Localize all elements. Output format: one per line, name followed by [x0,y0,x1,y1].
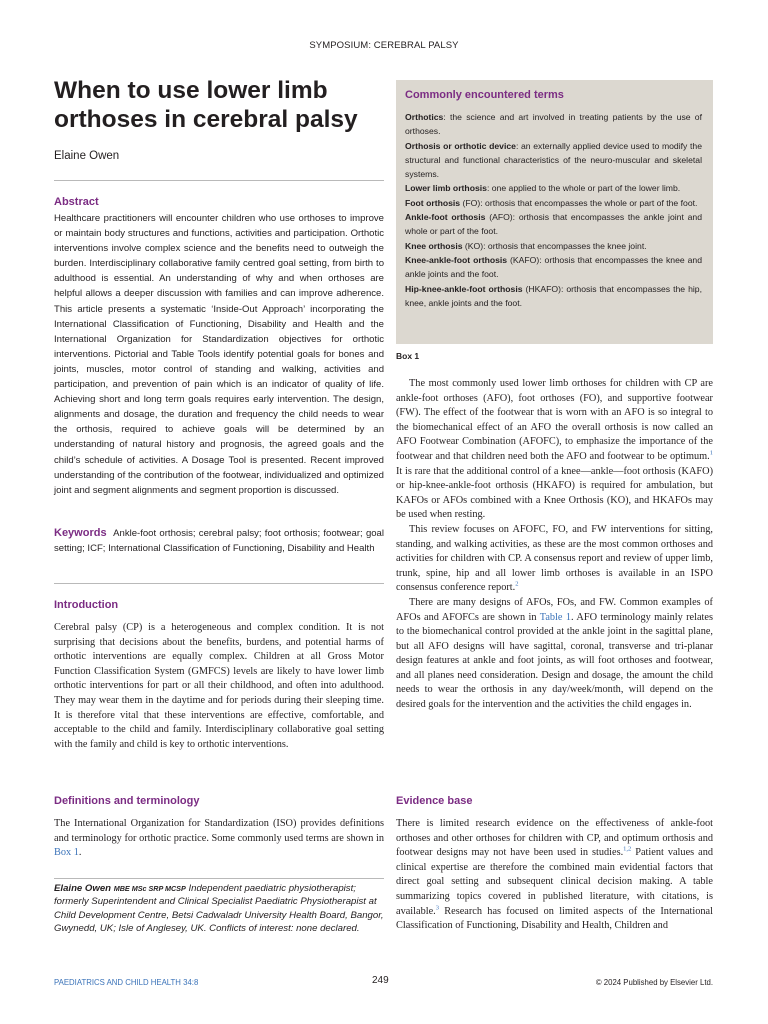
running-head: SYMPOSIUM: CEREBRAL PALSY [309,40,459,51]
body-paragraph [396,377,713,523]
term-definition: (HKAFO): orthosis that encompasses the hip, knee, ankle joints and the foot. [405,283,702,308]
term-item [405,141,702,180]
body-paragraph [396,817,713,934]
author-name: Elaine Owen [54,150,120,162]
citation[interactable]: 1 [709,449,713,457]
abstract-heading: Abstract [54,196,99,208]
paragraph-text: The most commonly used lower limb orthoses for children with CP are ankle-foot orthoses (AFO), foot orthoses (FO), and supportive footwear (FW). The effect of the footwear that is worn with an AFO is so integral to the biomechanical effect of an AFO the overall orthosis is now called an AFO Footwear Combination (AFOFC), to emphasize the importance of the footwear and that children need both the AFO and footwear to be optimum. [396,378,713,462]
term-label: Orthosis or orthotic device [405,140,516,151]
citation[interactable]: 3 [435,904,439,912]
evidence-heading: Evidence base [396,795,473,807]
paragraph-text: Research has focused on limited aspects of the International Classification of Functioning, Disability and Health, Children and [396,905,713,932]
term-item [405,212,702,236]
paragraph-text: This review focuses on AFOFC, FO, and FW interventions for sitting, standing, and walking activities, as these are the most common orthoses and activities for children with CP. A consensus report and review of upper limb, trunk, spine, hip and all lower limb orthoses is available in an ISPO consensus conference report. [396,523,713,594]
term-label: Lower limb orthosis [405,183,487,194]
footnote-author-name: Elaine Owen [54,883,112,894]
right-column-body [396,377,713,713]
page-number: 249 [372,975,389,986]
term-label: Foot orthosis [405,197,461,208]
definitions-heading: Definitions and terminology [54,795,200,807]
term-definition: (FO): orthosis that encompasses the whole or part of the foot. [460,197,698,208]
term-label: Ankle-foot orthosis [405,212,486,223]
term-label: Knee-ankle-foot orthosis [405,254,508,265]
author-footnote [54,882,384,936]
term-label: Hip-knee-ankle-foot orthosis [405,283,523,294]
term-item [405,255,702,279]
paragraph-text: It is rare that the additional control of a knee—ankle—foot orthosis (KAFO) or hip-knee-ankle-foot orthosis (HKAFO) is required for ambulation, but KAFOs or AFOs combined with a Knee Orthosis (KO), and HKAFOs may be used when resting. [396,465,713,521]
paragraph-text: . AFO terminology mainly relates to the biomechanical control provided at the ankle joint in the sagittal plane, but all AFO designs will have sagittal, coronal, transverse and tri-planar design features at ankle and foot joints, as will foot orthoses and footwear, and all planes need consideration. Design and dosage, the amount the child needs to wear the orthosis in any day/week/month, will depend on the desired goals for the intervention and the activities the child engages in. [396,611,713,711]
term-definition: (KO): orthosis that encompasses the knee joint. [462,240,647,251]
keywords-block [54,526,384,557]
definitions-text [54,817,384,861]
citation[interactable]: 1,2 [623,845,632,853]
box-1-link[interactable]: Box 1 [54,847,79,859]
term-item [405,198,697,208]
term-definition: : the science and art involved in treating patients by the use of orthoses. [405,112,702,137]
keywords-text: Ankle-foot orthosis; cerebral palsy; foot orthosis; footwear; goal setting; ICF; International Classification of Functioning, Disability and Health [54,528,384,555]
box-caption: Box 1 [396,351,420,361]
footer-journal: PAEDIATRICS AND CHILD HEALTH 34:8 [54,978,199,987]
footnote-divider [54,878,384,879]
term-definition: (AFO): orthosis that encompasses the ankle joint and whole or part of the foot. [405,212,703,237]
definitions-text-part: The International Organization for Standardization (ISO) provides definitions and terminology for orthotic practice. Some commonly used terms are shown in [54,818,384,844]
terms-box-title: Commonly encountered terms [405,89,564,101]
evidence-body [396,817,713,934]
body-paragraph [396,523,713,596]
terms-box [396,80,713,344]
body-paragraph [396,596,713,713]
paragraph-text: Patient values and clinical expertise are therefore the combined main evidential factors that direct goal setting and subsequent clinical decision making. A table summarizing topics covered in published literature, with citations, is available. [396,847,713,917]
term-definition: (KAFO): orthosis that encompasses the knee and ankle joints and the foot. [405,254,702,280]
term-label: Orthotics [405,112,444,122]
term-definition: : one applied to the whole or part of the lower limb. [486,183,681,194]
term-item [405,241,647,251]
divider [54,583,384,584]
introduction-heading: Introduction [54,599,119,611]
footnote-author-qualifications: MBE MSc SRP MCSP [113,884,186,893]
terms-list [405,110,702,310]
term-label: Knee orthosis [405,240,463,251]
term-item [405,284,702,308]
definitions-text-part: . [78,847,82,859]
term-item [405,112,702,136]
divider [54,180,384,181]
abstract-text: Healthcare practitioners will encounter children who use orthoses to improve or maintain body structures and functions, activities and participation. Orthotic interventions involve complex science and the benefits need to outweigh the burden. Interdisciplinary collaborative family centred goal setting, from birth to adulthood is essential. An understanding of why and when orthoses are helpful allows a deeper discussion with families and can improve adherence. This article presents a systematic ‘Inside-Out Approach’ incorporating the International Classification of Functioning, Disability and Health and the International Organization for Standardization objectives for orthotic interventions. Pictorial and Table Tools identify potential goals for bones and joints, muscles, motor control of standing and walking, activities and participation, and prevention of pain which is an indicator of quality of life. Achieving short and long term goals requires early intervention. The design, alignments and dosage, the duration and frequency the child needs to wear the orthosis, required to achieve goals will be determined by an understanding of natural history and prognosis, the agreed goals and the child’s schedule of activities. A Dosage Tool is presented. Recent improved understanding of the contribution of the footwear, individualized and optimized joint and segment alignments and segment proportion is discussed. [54,213,384,496]
citation[interactable]: 2 [515,580,519,588]
footer-copyright: © 2024 Published by Elsevier Ltd. [595,978,713,987]
introduction-text: Cerebral palsy (CP) is a heterogeneous and complex condition. It is not surprising that decisions about the benefits, burdens, and potential harms of orthotic interventions are equally complex. Children at all Gross Motor Function Classification System (GMFCS) levels are likely to have lower limb orthotic interventions for part or all their childhood, and often into adulthood. They may wear them in the daytime and for periods during their sleeping time. It is therefore vital that these interventions are effective, comfortable, and acceptable to the child and family. Interdisciplinary collaborative goal setting with the family and child is key to orthotic interventions. [54,622,384,750]
paragraph-text: There are many designs of AFOs, FOs, and FW. Common examples of AFOs and AFOFCs are shown in [396,596,713,623]
term-definition: : an externally applied device used to modify the structural and functional characteristics of the neuro-muscular and skeletal systems. [405,140,702,180]
term-item [405,183,680,193]
paragraph-text: There is limited research evidence on the effectiveness of ankle-foot orthoses and other orthoses for children with CP, and optimum orthosis and footwear designs may not have been used in studies. [396,818,713,859]
article-title: When to use lower limb orthoses in cerebral palsy [54,77,358,133]
keywords-label: Keywords [54,527,107,539]
table-1-link[interactable]: Table 1 [539,611,572,623]
footnote-text: Independent paediatric physiotherapist; formerly Superintendent and Clinical Specialist Paediatric Physiotherapist at Child Development Centre, Betsi Cadwaladr University Health Board, Bangor, Gwynedd, UK; Isle of Anglesey, UK. Conflicts of interest: none declared. [54,883,384,935]
